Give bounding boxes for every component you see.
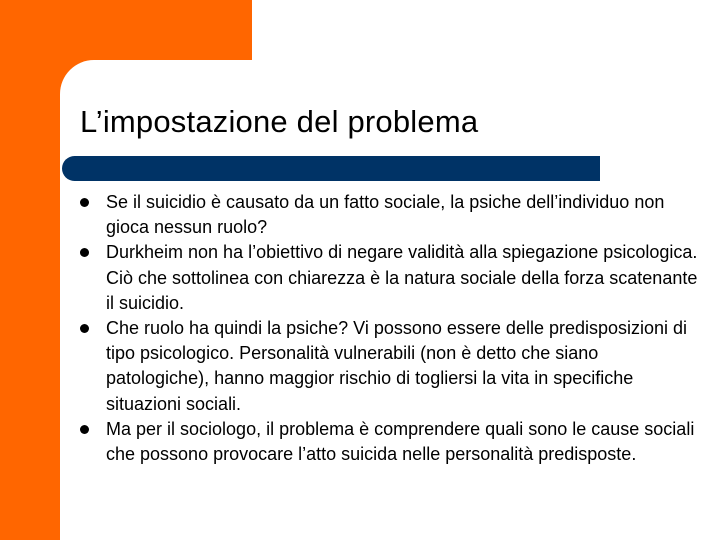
bullet-icon xyxy=(80,248,89,257)
bullet-text: Se il suicidio è causato da un fatto sociale, la psiche dell’individuo non gioca nessun ruolo? xyxy=(106,192,665,238)
bullet-text: Ma per il sociologo, il problema è comprendere quali sono le cause sociali che possono provocare l’atto suicida nelle personalità predisposte. xyxy=(106,418,695,465)
bullet-item xyxy=(80,316,700,417)
bullet-item xyxy=(80,417,700,467)
bullet-text: Che ruolo ha quindi la psiche? Vi possono essere delle predisposizioni di tipo psicologico. Personalità vulnerabili (non è detto che siano patologiche), hanno maggior rischio di togliersi la vita in specifiche situazioni sociali. xyxy=(106,318,688,414)
bullet-text: Durkheim non ha l’obiettivo di negare validità alla spiegazione psicologica. Ciò che sottolinea con chiarezza è la natura sociale della forza scatenante il suicidio. xyxy=(106,242,698,313)
title-underline-bar xyxy=(62,156,600,181)
bullet-list xyxy=(80,190,700,467)
bullet-item xyxy=(80,190,700,240)
bullet-icon xyxy=(80,198,89,207)
slide-title: L’impostazione del problema xyxy=(80,104,479,139)
bullet-item xyxy=(80,240,700,316)
bullet-icon xyxy=(80,324,89,333)
bullet-icon xyxy=(80,425,89,434)
